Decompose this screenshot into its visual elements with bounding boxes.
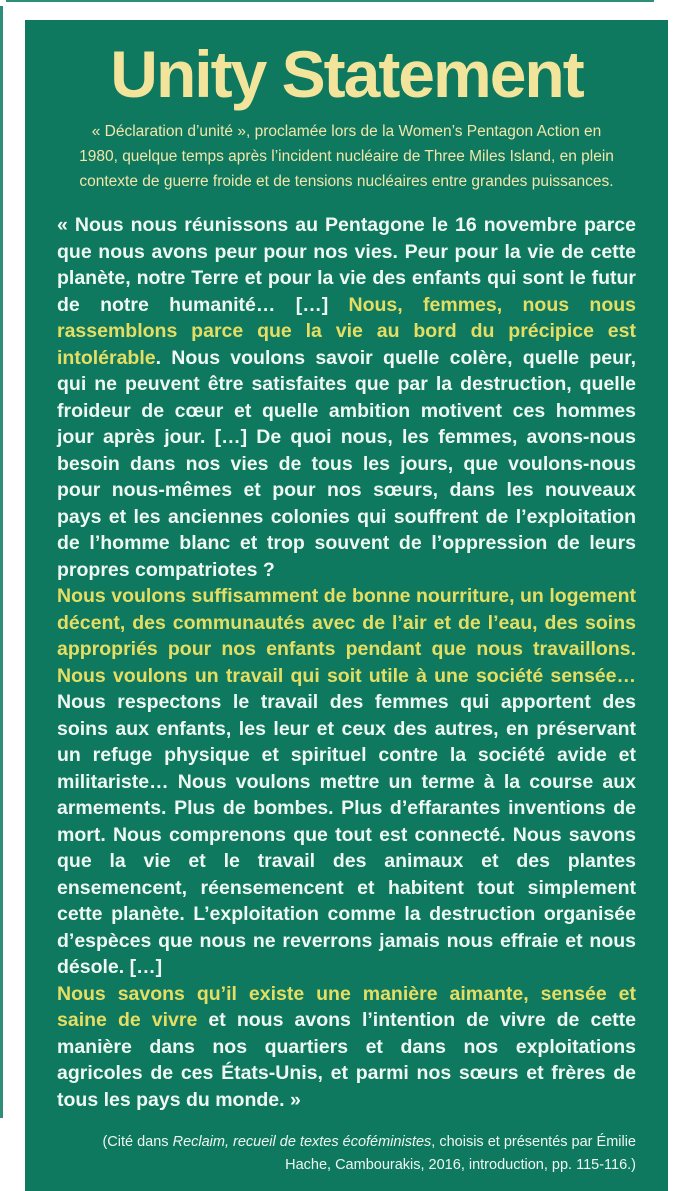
subtitle: « Déclaration d’unité », proclamée lors de la Women’s Pentagon Action en 1980, quelque temps après l’incident nucléaire de Three Miles Island, en plein contexte de guerre froide et de tensions nucléaires entre grandes puissances. <box>79 123 614 191</box>
statement-body <box>57 212 636 1113</box>
citation-italic-title: Reclaim, recueil de textes écoféministes <box>172 1134 432 1151</box>
unity-statement-card <box>25 20 668 1191</box>
text-segment-white: . Nous voulons savoir quelle colère, quelle peur, qui ne peuvent être satisfaites que par la destruction, quelle froideur de cœur et quelle ambition motivent ces hommes jour après jour. […] De quoi nous, les femmes, avons-nous besoin dans nos vies de tous les jours, que voulons-nous pour nous-mêmes et pour nos sœurs, dans les nouveaux pays et les anciennes colonies qui souffrent de l’exploitation de l’homme blanc et trop souvent de l’oppression de leurs propres compatriotes ? <box>57 346 636 581</box>
citation-suffix: , choisis et présentés par Émilie Hache, Cambourakis, 2016, introduction, pp. 115-116.) <box>285 1134 636 1174</box>
body-paragraph <box>57 981 636 1114</box>
page-edge-line-top <box>6 0 654 2</box>
text-segment-white: et nous avons l’intention de vivre de cette manière dans nos quartiers et dans nos exploitations agricoles de ces États-Unis, et parmi nos sœurs et frères de tous les pays du monde. » <box>57 1009 637 1111</box>
body-paragraph <box>57 212 636 583</box>
page-title: Unity Statement <box>110 37 583 111</box>
text-segment-white: « Nous nous réunissons au Pentagone le 16 novembre parce que nous avons peur pour nos vies. Peur pour la vie de cette planète, notre Terre et pour la vie des enfants qui sont le futur de notre humanité… […] <box>57 214 636 316</box>
citation-prefix: (Cité dans <box>102 1134 173 1151</box>
body-paragraph <box>57 583 636 981</box>
text-segment-yellow: Nous, femmes, nous nous rassemblons parce que la vie au bord du précipice est intolérable <box>57 293 636 369</box>
text-segment-white: Nous respectons le travail des femmes qui apportent des soins aux enfants, les leur et ceux des autres, en préservant un refuge physique et spirituel contre la société avide et militariste… Nous voulons mettre un terme à la course aux armements. Plus de bombes. Plus d’effarantes inventions de mort. Nous comprenons que tout est connecté. Nous savons que la vie et le travail des animaux et des plantes ensemencent, réensemencent et habitent tout simplement cette planète. L’exploitation comme la destruction organisée d’espèces que nous ne reverrons jamais nous effraie et nous désole. […] <box>57 691 636 979</box>
page-edge-line-left <box>0 6 3 1118</box>
citation <box>57 1131 636 1177</box>
text-segment-yellow: Nous savons qu’il existe une manière aimante, sensée et saine de vivre <box>57 982 636 1032</box>
text-segment-yellow: Nous voulons suffisamment de bonne nourriture, un logement décent, des communautés avec de l’air et de l’eau, des soins appropriés pour nos enfants pendant que nous travaillons. Nous voulons un travail qui soit utile à une société sensée… <box>57 585 636 687</box>
